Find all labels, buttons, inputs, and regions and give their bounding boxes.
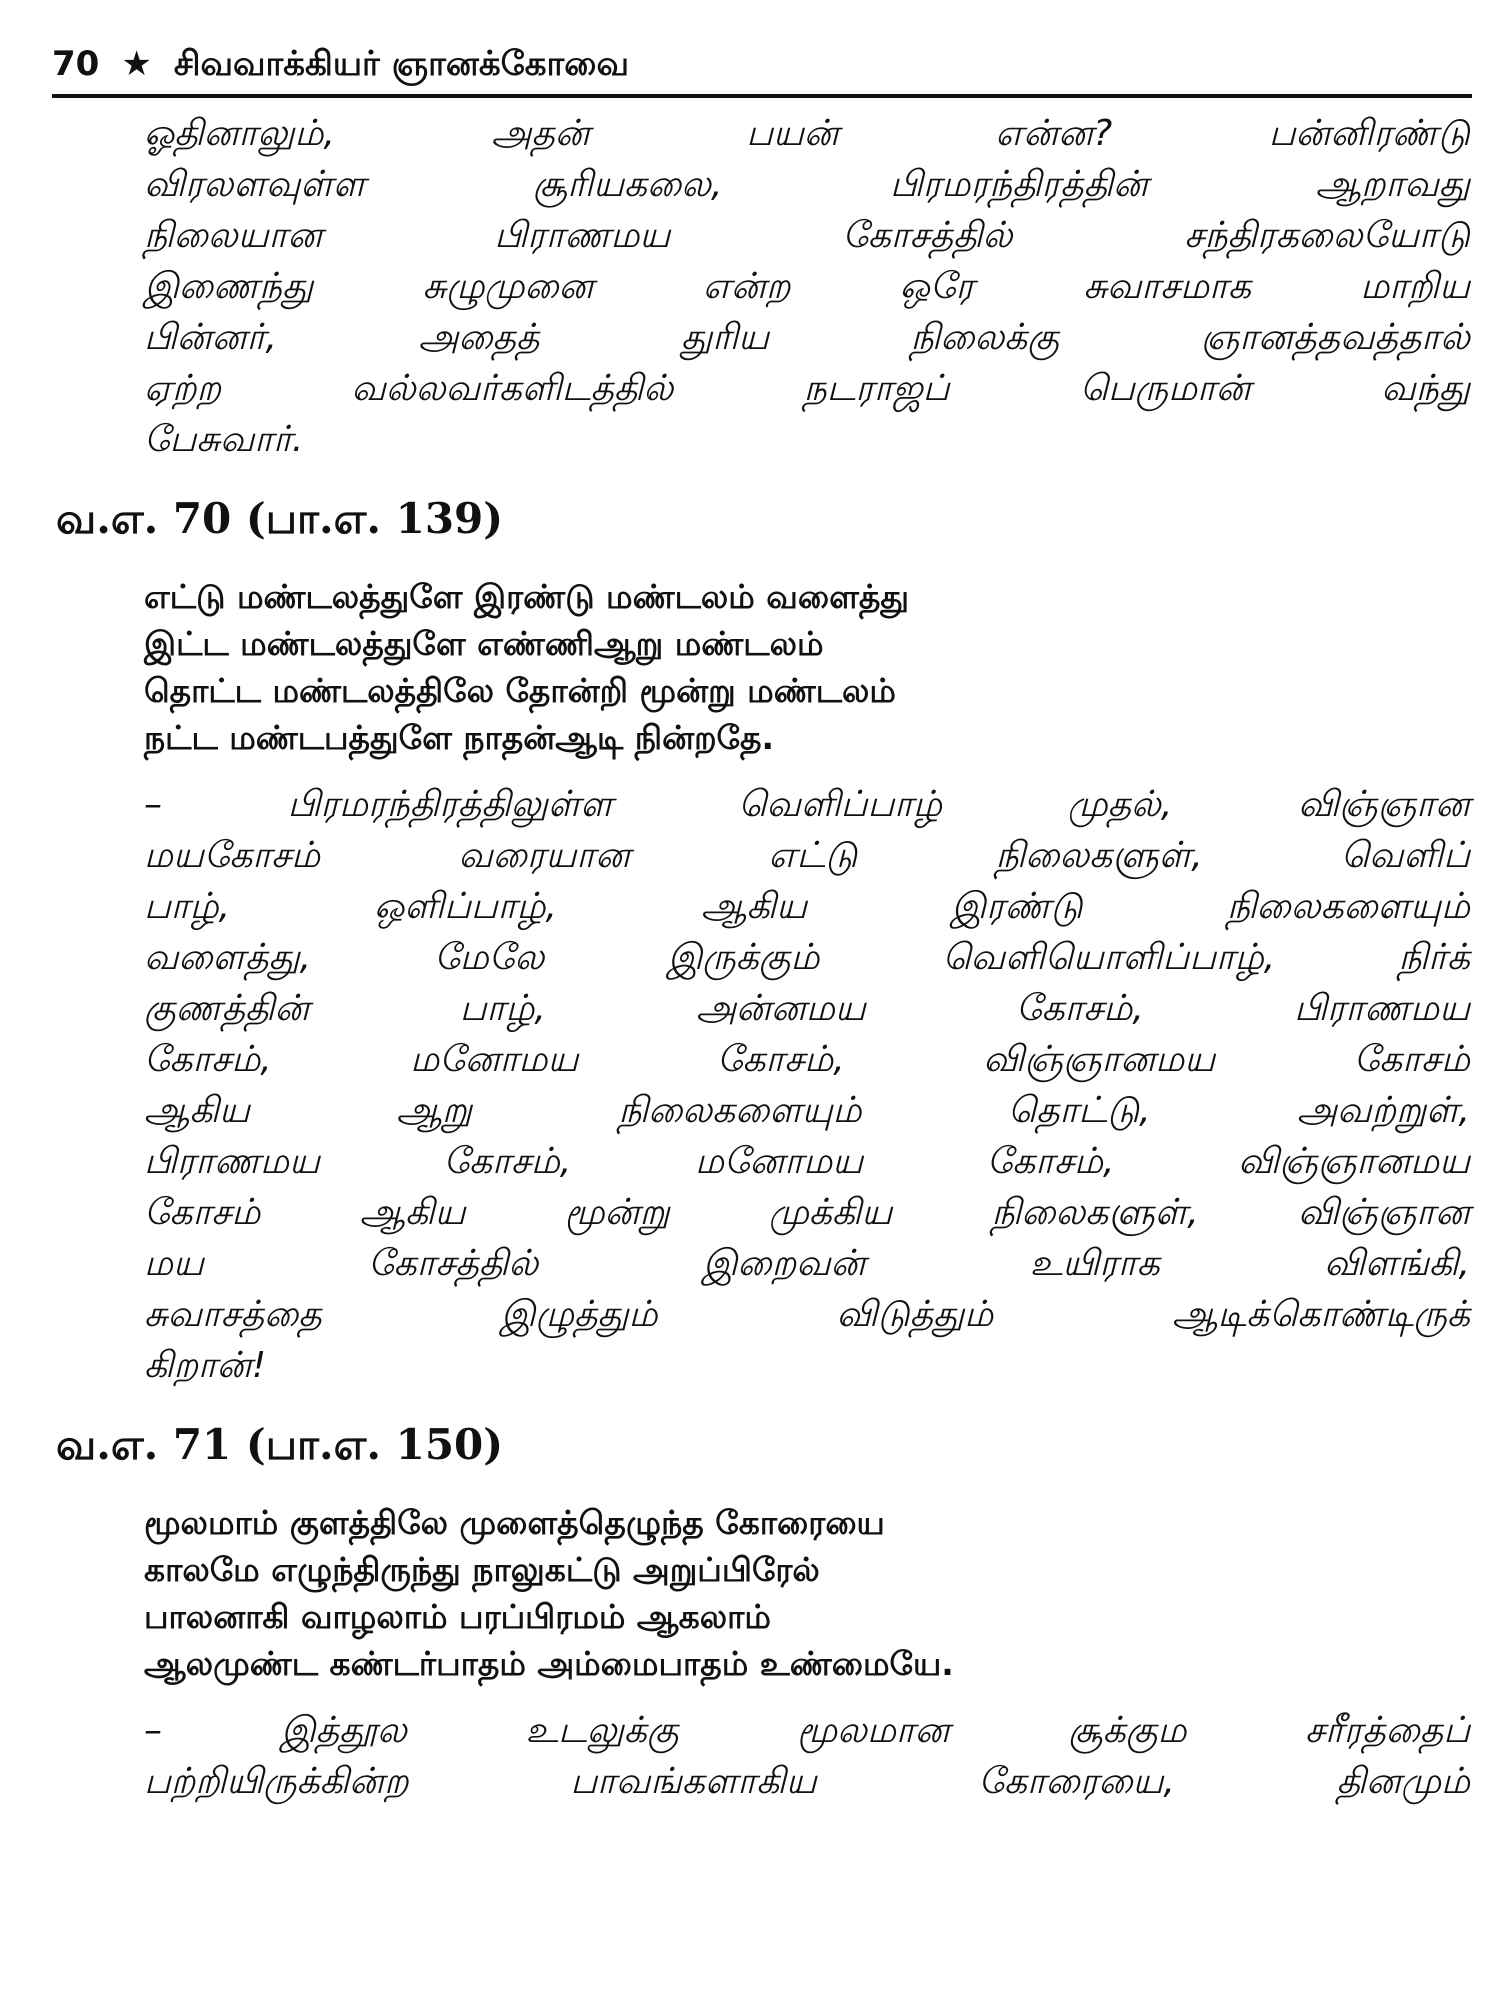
- running-header: [52, 40, 1472, 98]
- book-title: சிவவாக்கியர் ஞானக்கோவை: [173, 44, 630, 84]
- verse-line: காலமே எழுந்திருந்து நாலுகட்டு அறுப்பிரேல்: [144, 1550, 820, 1589]
- commentary-71: [52, 1705, 1472, 1807]
- verse-line: ஆலமுண்ட கண்டர்பாதம் அம்மைபாதம் உண்மையே.: [144, 1644, 954, 1683]
- text-line: பற்றியிருக்கின்ற பாவங்களாகிய கோரையை, தினமும்: [144, 1761, 1470, 1802]
- text-line: ஓதினாலும், அதன் பயன் என்ன? பன்னிரண்டு: [144, 113, 1470, 154]
- verse-line: எட்டு மண்டலத்துளே இரண்டு மண்டலம் வளைத்து: [144, 577, 909, 616]
- intro-paragraph: [52, 108, 1472, 465]
- section-heading-71: வ.எ. 71 (பா.எ. 150): [56, 1420, 504, 1469]
- verse-line: பாலனாகி வாழலாம் பரப்பிரமம் ஆகலாம்: [144, 1597, 771, 1636]
- text-line: கிறான்!: [144, 1345, 267, 1386]
- text-line: குணத்தின் பாழ், அன்னமய கோசம், பிராணமய: [144, 988, 1470, 1029]
- verse-70: [52, 573, 1472, 761]
- book-page: [52, 40, 1472, 1807]
- text-line: சுவாசத்தை இழுத்தும் விடுத்தும் ஆடிக்கொண்டிருக்: [144, 1294, 1470, 1335]
- verse-71: [52, 1499, 1472, 1687]
- text-line: ஆகிய ஆறு நிலைகளையும் தொட்டு, அவற்றுள்,: [144, 1090, 1470, 1131]
- text-line: இணைந்து சுழுமுனை என்ற ஒரே சுவாசமாக மாறிய: [144, 266, 1470, 307]
- text-line: பின்னர், அதைத் துரிய நிலைக்கு ஞானத்தவத்தால்: [144, 317, 1470, 358]
- verse-line: மூலமாம் குளத்திலே முளைத்தெழுந்த கோரையை: [144, 1503, 885, 1542]
- verse-line: இட்ட மண்டலத்துளே எண்ணிஆறு மண்டலம்: [144, 624, 824, 663]
- section-heading-70: வ.எ. 70 (பா.எ. 139): [56, 494, 504, 543]
- text-line: – இத்தூல உடலுக்கு மூலமான சூக்கும சரீரத்தைப்: [144, 1710, 1470, 1751]
- verse-line: தொட்ட மண்டலத்திலே தோன்றி மூன்று மண்டலம்: [144, 671, 896, 710]
- text-line: மய கோசத்தில் இறைவன் உயிராக விளங்கி,: [144, 1243, 1470, 1284]
- text-line: கோசம், மனோமய கோசம், விஞ்ஞானமய கோசம்: [144, 1039, 1470, 1080]
- text-line: பேசுவார்.: [144, 419, 304, 460]
- star-icon: ★: [121, 44, 152, 84]
- text-line: நிலையான பிராணமய கோசத்தில் சந்திரகலையோடு: [144, 215, 1470, 256]
- page-number: 70: [52, 44, 100, 84]
- commentary-70: [52, 779, 1472, 1391]
- text-line: வளைத்து, மேலே இருக்கும் வெளியொளிப்பாழ், நிர்க்: [144, 937, 1470, 978]
- text-line: மயகோசம் வரையான எட்டு நிலைகளுள், வெளிப்: [144, 835, 1470, 876]
- text-line: பிராணமய கோசம், மனோமய கோசம், விஞ்ஞானமய: [144, 1141, 1470, 1182]
- text-line: பாழ், ஒளிப்பாழ், ஆகிய இரண்டு நிலைகளையும்: [144, 886, 1470, 927]
- verse-line: நட்ட மண்டபத்துளே நாதன்ஆடி நின்றதே.: [144, 718, 775, 757]
- text-line: ஏற்ற வல்லவர்களிடத்தில் நடராஜப் பெருமான் வந்து: [144, 368, 1470, 409]
- text-line: விரலளவுள்ள சூரியகலை, பிரமரந்திரத்தின் ஆறாவது: [144, 164, 1470, 205]
- text-line: – பிரமரந்திரத்திலுள்ள வெளிப்பாழ் முதல், விஞ்ஞான: [144, 784, 1470, 825]
- text-line: கோசம் ஆகிய மூன்று முக்கிய நிலைகளுள், விஞ்ஞான: [144, 1192, 1470, 1233]
